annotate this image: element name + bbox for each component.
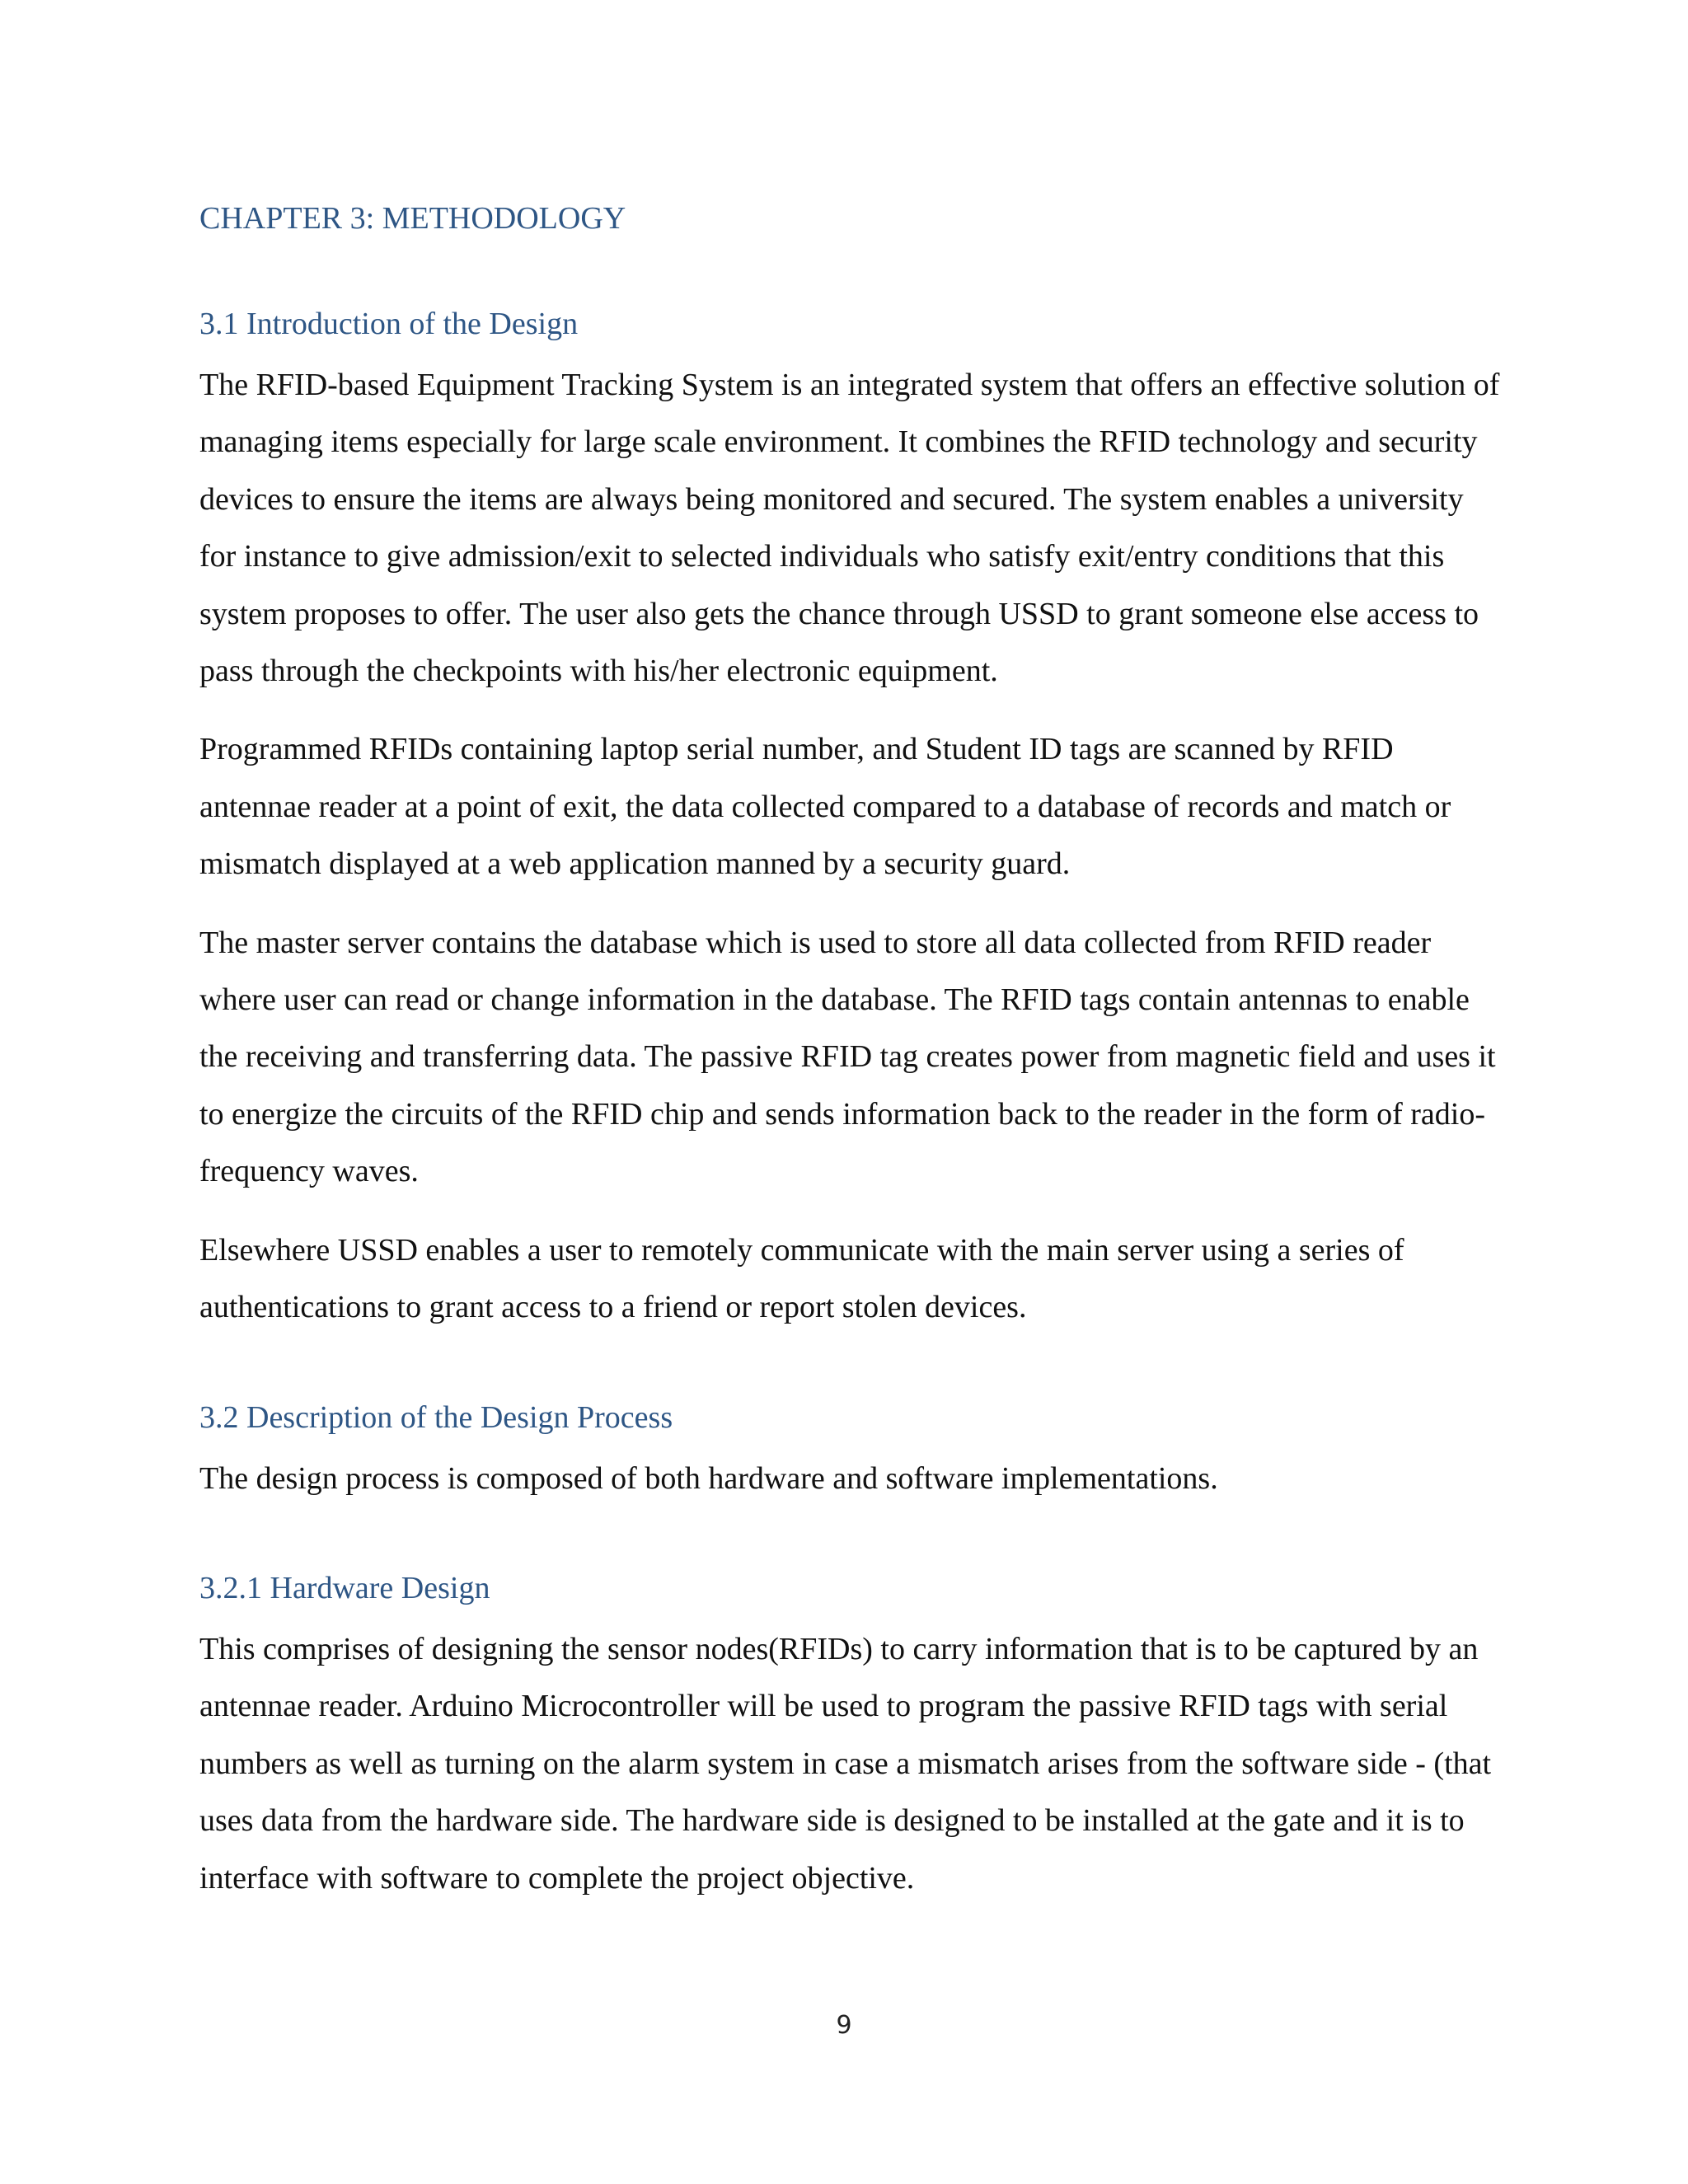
paragraph: The master server contains the database which is used to store all data collected from RFID reader where user can read or change information in the database. The RFID tags contain antennas to enable the receiving and transferring data. The passive RFID tag creates power from magnetic field and uses it to energize the circuits of the RFID chip and sends information back to the reader in the form of radio-frequency waves. [199, 925, 1496, 1189]
section-heading-3-2-1: 3.2.1 Hardware Design [199, 1570, 490, 1605]
page-number: 9 [836, 2011, 852, 2040]
paragraph: Programmed RFIDs containing laptop serial number, and Student ID tags are scanned by RFID antennae reader at a point of exit, the data collected compared to a database of records and match or mismatch displayed at a web application manned by a security guard. [199, 732, 1451, 882]
paragraph: Elsewhere USSD enables a user to remotely communicate with the main server using a series of authentications to grant access to a friend or report stolen devices. [199, 1232, 1404, 1325]
paragraph: The RFID-based Equipment Tracking System is an integrated system that offers an effective solution of managing items especially for large scale environment. It combines the RFID technology and security devices to ensure the items are always being monitored and secured. The system enables a university for instance to give admission/exit to selected individuals who satisfy exit/entry conditions that this system proposes to offer. The user also gets the chance through USSD to grant someone else access to pass through the checkpoints with his/her electronic equipment. [199, 368, 1500, 689]
section-heading-3-1: 3.1 Introduction of the Design [199, 307, 579, 341]
paragraph: This comprises of designing the sensor nodes(RFIDs) to carry information that is to be captured by an antennae reader. Arduino Microcontroller will be used to program the passive RFID tags with serial numbers as well as turning on the alarm system in case a mismatch arises from the software side - (that uses data from the hardware side. The hardware side is designed to be installed at the gate and it is to interface with software to complete the project objective. [199, 1631, 1492, 1896]
chapter-title: CHAPTER 3: METHODOLOGY [199, 201, 626, 236]
paragraph: The design process is composed of both hardware and software implementations. [199, 1460, 1218, 1496]
page-content [199, 194, 1502, 1929]
section-heading-3-2: 3.2 Description of the Design Process [199, 1399, 673, 1435]
